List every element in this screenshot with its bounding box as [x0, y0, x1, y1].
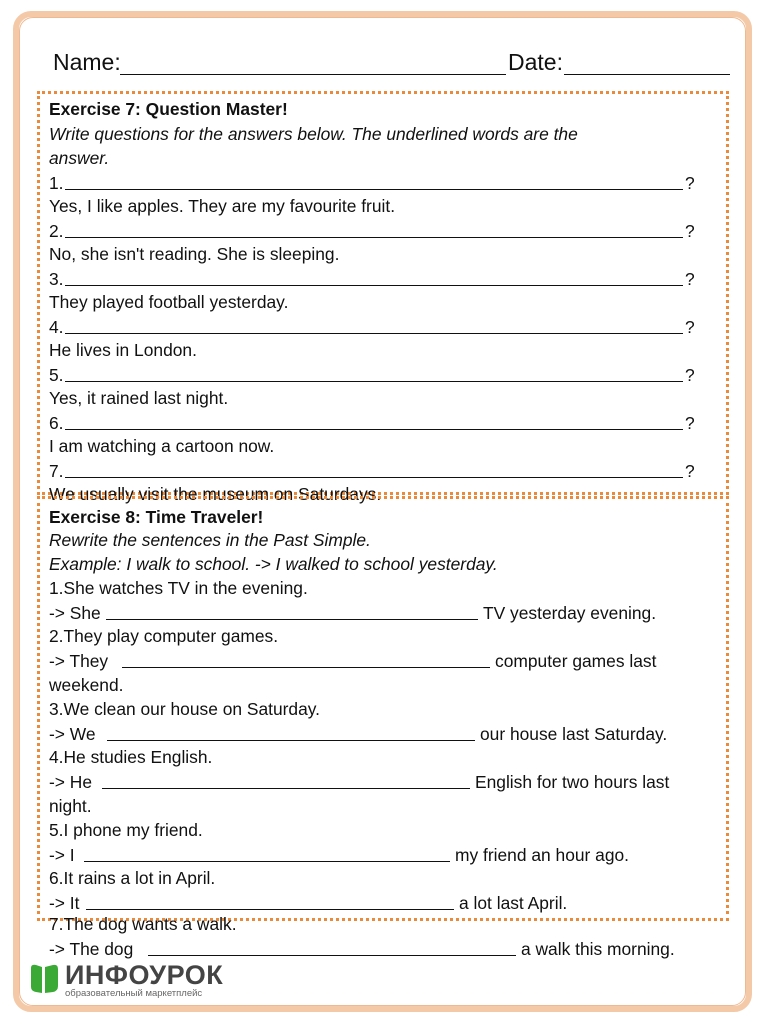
- question-7-given-answer: We usually visit the museum on Saturdays.: [49, 484, 382, 504]
- question-7-question-mark: ?: [685, 461, 695, 481]
- rewrite-1-sentence: 1.She watches TV in the evening.: [49, 578, 308, 598]
- rewrite-7-suffix: a walk this morning.: [521, 939, 675, 959]
- question-5-answer-line[interactable]: [65, 381, 683, 382]
- question-3-question-mark: ?: [685, 269, 695, 289]
- name-label: Name:: [53, 49, 121, 75]
- question-6-number: 6.: [49, 413, 64, 433]
- rewrite-3-blank-line[interactable]: [107, 740, 475, 741]
- rewrite-4-continuation: night.: [49, 796, 92, 816]
- date-label: Date:: [508, 49, 563, 75]
- rewrite-6-sentence: 6.It rains a lot in April.: [49, 868, 216, 888]
- exercise-8-example: Example: I walk to school. -> I walked to school yesterday.: [49, 554, 498, 574]
- name-field-line[interactable]: [120, 74, 506, 75]
- question-3-answer-line[interactable]: [65, 285, 683, 286]
- rewrite-5-suffix: my friend an hour ago.: [455, 845, 630, 865]
- date-field-line[interactable]: [564, 74, 730, 75]
- rewrite-1-prefix: -> She: [49, 603, 101, 623]
- rewrite-2-sentence: 2.They play computer games.: [49, 626, 279, 646]
- rewrite-7-sentence: 7.The dog wants a walk.: [49, 914, 237, 934]
- infourok-logo-name: ИНФОУРОК: [65, 960, 224, 990]
- rewrite-6-suffix: a lot last April.: [459, 893, 568, 913]
- rewrite-1-blank-line[interactable]: [106, 619, 478, 620]
- question-3-given-answer: They played football yesterday.: [49, 292, 289, 312]
- rewrite-1-suffix: TV yesterday evening.: [483, 603, 657, 623]
- rewrite-4-suffix: English for two hours last: [475, 772, 670, 792]
- exercise-7-instruction-line-2: answer.: [49, 148, 110, 168]
- exercise-7-title: Exercise 7: Question Master!: [49, 99, 288, 119]
- rewrite-6-prefix: -> It: [49, 893, 80, 913]
- question-2-question-mark: ?: [685, 221, 695, 241]
- rewrite-5-blank-line[interactable]: [84, 861, 450, 862]
- rewrite-4-prefix: -> He: [49, 772, 93, 792]
- question-2-number: 2.: [49, 221, 64, 241]
- worksheet-header: [53, 46, 733, 80]
- rewrite-3-suffix: our house last Saturday.: [480, 724, 668, 744]
- question-1-given-answer: Yes, I like apples. They are my favourite fruit.: [49, 196, 396, 216]
- question-1-question-mark: ?: [685, 173, 695, 193]
- rewrite-2-suffix: computer games last: [495, 651, 657, 671]
- question-1-answer-line[interactable]: [65, 189, 683, 190]
- question-4-answer-line[interactable]: [65, 333, 683, 334]
- rewrite-2-continuation: weekend.: [49, 675, 124, 695]
- infourok-logo-tagline: образовательный маркетплейс: [65, 988, 203, 999]
- rewrite-3-prefix: -> We: [49, 724, 96, 744]
- question-6-answer-line[interactable]: [65, 429, 683, 430]
- question-4-number: 4.: [49, 317, 64, 337]
- question-7-number: 7.: [49, 461, 64, 481]
- question-2-answer-line[interactable]: [65, 237, 683, 238]
- rewrite-7-prefix: -> The dog: [49, 939, 134, 959]
- rewrite-2-prefix: -> They: [49, 651, 109, 671]
- infourok-logo: [27, 960, 257, 1000]
- rewrite-5-sentence: 5.I phone my friend.: [49, 820, 203, 840]
- exercise-7-instruction-line-1: Write questions for the answers below. The underlined words are the: [49, 124, 578, 144]
- question-3-number: 3.: [49, 269, 64, 289]
- exercise-8-instruction: Rewrite the sentences in the Past Simple.: [49, 530, 371, 550]
- rewrite-5-prefix: -> I: [49, 845, 75, 865]
- exercise-8-title: Exercise 8: Time Traveler!: [49, 507, 264, 527]
- question-1-number: 1.: [49, 173, 64, 193]
- rewrite-4-blank-line[interactable]: [102, 788, 470, 789]
- rewrite-3-sentence: 3.We clean our house on Saturday.: [49, 699, 321, 719]
- rewrite-7-blank-line[interactable]: [148, 955, 516, 956]
- question-2-given-answer: No, she isn't reading. She is sleeping.: [49, 244, 340, 264]
- question-5-given-answer: Yes, it rained last night.: [49, 388, 229, 408]
- question-4-given-answer: He lives in London.: [49, 340, 197, 360]
- question-5-question-mark: ?: [685, 365, 695, 385]
- rewrite-6-blank-line[interactable]: [86, 909, 454, 910]
- question-4-question-mark: ?: [685, 317, 695, 337]
- rewrite-2-blank-line[interactable]: [122, 667, 490, 668]
- question-5-number: 5.: [49, 365, 64, 385]
- infourok-leaf-icon: [27, 962, 61, 996]
- rewrite-4-sentence: 4.He studies English.: [49, 747, 213, 767]
- question-6-question-mark: ?: [685, 413, 695, 433]
- question-7-answer-line[interactable]: [65, 477, 683, 478]
- question-6-given-answer: I am watching a cartoon now.: [49, 436, 275, 456]
